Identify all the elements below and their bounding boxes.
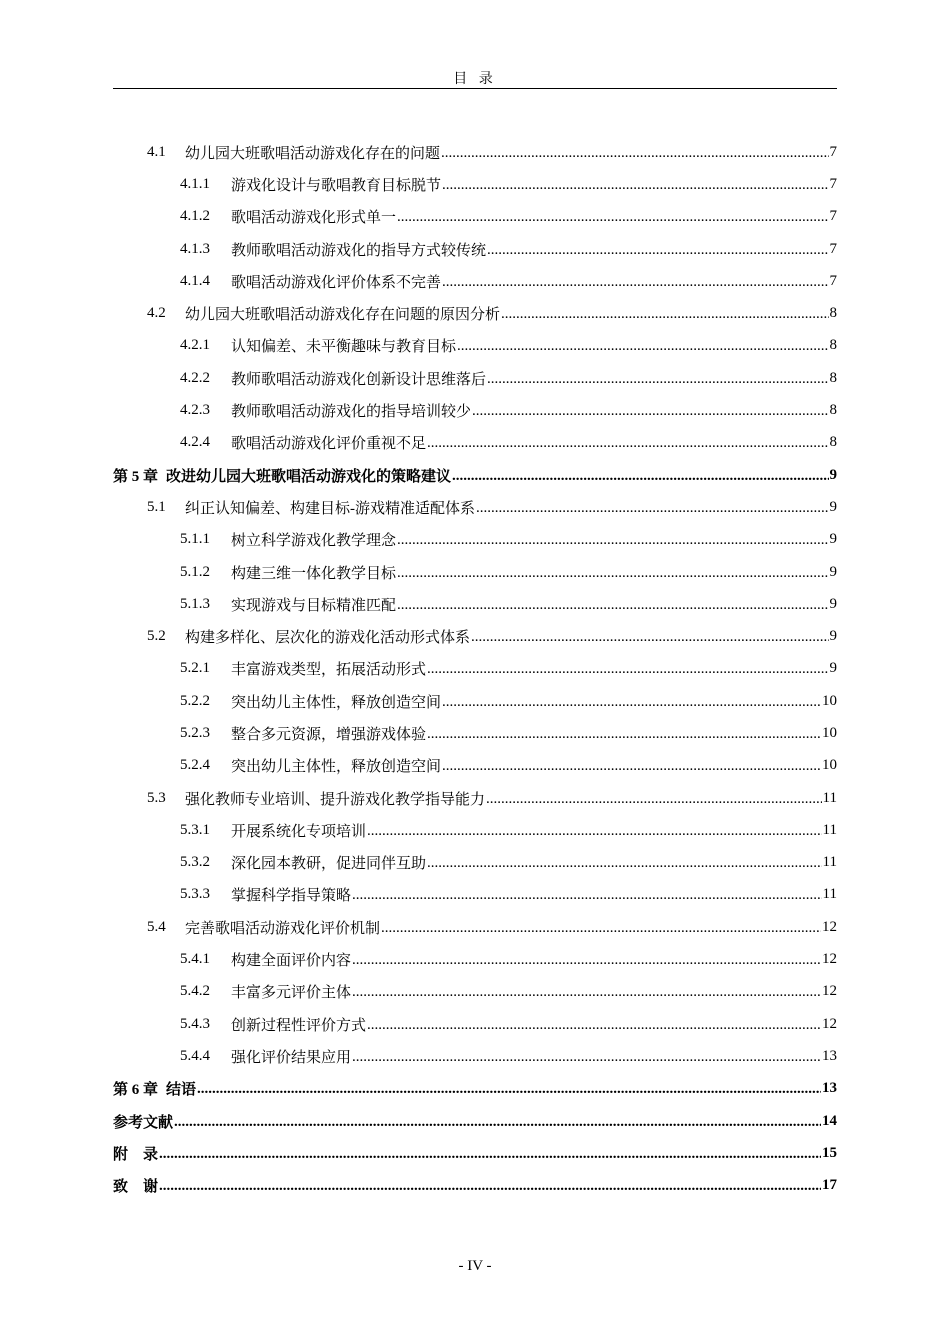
toc-entry[interactable] [113,1008,837,1040]
toc-entry-title: 幼儿园大班歌唱活动游戏化存在问题的原因分析 [185,307,501,324]
toc-entry-number: 5.2.4 [180,757,210,774]
toc-entry-number: 5.3.2 [180,854,210,871]
toc-entry-title: 实现游戏与目标精准匹配 [231,597,397,614]
toc-entry-title: 幼儿园大班歌唱活动游戏化存在的问题 [185,145,441,162]
toc-dot-leader [486,791,822,806]
toc-entry-title: 游戏化设计与歌唱教育目标脱节 [231,177,442,194]
toc-entry-number: 5.2.3 [180,724,210,741]
toc-dot-leader [427,726,821,741]
page-header-title: 目 录 [453,72,497,87]
toc-entry-title: 纠正认知偏差、构建目标-游戏精准适配体系 [185,500,475,517]
toc-entry[interactable] [113,524,837,556]
toc-dot-leader [501,306,828,321]
toc-entry-number: 4.2.1 [180,337,210,354]
toc-entry-number: 5.2.2 [180,692,210,709]
toc-entry-page-number: 8 [829,434,837,451]
toc-entry-title: 教师歌唱活动游戏化的指导方式较传统 [231,242,487,259]
toc-entry-page-number: 7 [829,240,837,257]
toc-dot-leader [174,1114,821,1129]
table-of-contents [113,136,837,1202]
toc-entry-title: 开展系统化专项培训 [231,823,367,840]
toc-entry[interactable] [113,265,837,297]
toc-entry-page-number: 12 [822,1015,837,1032]
toc-entry[interactable] [113,588,837,620]
toc-entry-title: 教师歌唱活动游戏化的指导培训较少 [231,404,472,421]
toc-dot-leader [476,500,829,515]
toc-entry-number: 4.1.1 [180,175,210,192]
toc-entry-number: 第 5 章 [113,468,159,485]
toc-entry-page-number: 11 [822,821,837,838]
toc-dot-leader [487,371,828,386]
toc-dot-leader [427,661,828,676]
toc-entry-number: 5.1.3 [180,595,210,612]
toc-entry-title: 认知偏差、未平衡趣味与教育目标 [231,339,457,356]
toc-dot-leader [442,274,828,289]
toc-entry-page-number: 13 [822,1047,837,1064]
toc-dot-leader [397,209,828,224]
toc-dot-leader [367,1017,821,1032]
toc-dot-leader [441,145,828,160]
toc-entry-page-number: 15 [822,1144,837,1161]
toc-entry-number: 5.2 [147,628,166,645]
toc-entry[interactable] [113,491,837,523]
toc-entry-page-number: 7 [829,143,837,160]
toc-entry-title: 丰富游戏类型，拓展活动形式 [231,662,427,679]
toc-entry[interactable] [113,330,837,362]
toc-dot-leader [457,338,828,353]
toc-dot-leader [159,1146,821,1161]
toc-entry-number: 第 6 章 [113,1082,159,1099]
toc-dot-leader [427,435,828,450]
toc-entry[interactable] [113,233,837,265]
toc-entry-page-number: 9 [829,595,837,612]
toc-entry-title: 歌唱活动游戏化评价体系不完善 [231,274,442,291]
toc-entry-number: 4.2.3 [180,402,210,419]
toc-entry-number: 5.1.1 [180,531,210,548]
toc-entry[interactable] [113,394,837,426]
toc-entry[interactable] [113,201,837,233]
toc-entry[interactable] [113,814,837,846]
toc-entry-page-number: 10 [822,724,837,741]
toc-entry-page-number: 12 [822,983,837,1000]
toc-entry-number: 5.1.2 [180,563,210,580]
toc-entry-title: 教师歌唱活动游戏化创新设计思维落后 [231,371,487,388]
toc-entry-page-number: 12 [822,918,837,935]
toc-dot-leader [367,823,822,838]
header-divider [113,88,837,89]
toc-dot-leader [427,855,822,870]
toc-entry-title: 强化教师专业培训、提升游戏化教学指导能力 [185,791,486,808]
toc-entry-number: 5.4.3 [180,1015,210,1032]
toc-entry-title: 改进幼儿园大班歌唱活动游戏化的策略建议 [166,468,452,485]
toc-dot-leader [352,984,821,999]
toc-entry-title: 歌唱活动游戏化评价重视不足 [231,436,427,453]
toc-entry-title: 整合多元资源，增强游戏体验 [231,726,427,743]
toc-entry[interactable] [113,847,837,879]
toc-entry-page-number: 11 [822,886,837,903]
toc-entry-title: 构建三维一体化教学目标 [231,565,397,582]
toc-entry-number: 5.4.1 [180,951,210,968]
toc-entry[interactable] [113,653,837,685]
toc-entry[interactable] [113,685,837,717]
toc-entry[interactable] [113,136,837,168]
toc-entry-page-number: 8 [829,369,837,386]
toc-entry-page-number: 11 [822,854,837,871]
toc-entry-number: 5.3.1 [180,821,210,838]
page-footer-number: - IV - [458,1258,492,1274]
toc-entry-page-number: 12 [822,951,837,968]
toc-entry-title: 强化评价结果应用 [231,1049,352,1066]
toc-entry-number: 4.2.4 [180,434,210,451]
toc-entry-page-number: 7 [829,272,837,289]
toc-entry[interactable] [113,976,837,1008]
toc-entry-title: 完善歌唱活动游戏化评价机制 [185,920,381,937]
toc-entry[interactable] [113,1137,837,1169]
toc-entry[interactable] [113,782,837,814]
toc-dot-leader [487,242,828,257]
toc-entry-number: 4.1.3 [180,240,210,257]
toc-dot-leader [452,468,828,483]
toc-entry-page-number: 10 [822,692,837,709]
toc-entry-page-number: 7 [829,208,837,225]
toc-dot-leader [352,1049,821,1064]
toc-dot-leader [471,629,828,644]
toc-entry-page-number: 9 [829,563,837,580]
toc-entry-page-number: 17 [822,1177,837,1194]
toc-entry-number: 5.4.4 [180,1047,210,1064]
toc-entry[interactable] [113,911,837,943]
toc-entry-title: 构建全面评价内容 [231,953,352,970]
toc-entry[interactable] [113,297,837,329]
toc-entry[interactable] [113,362,837,394]
toc-entry-number: 4.2 [147,305,166,322]
toc-entry[interactable] [113,717,837,749]
toc-entry-page-number: 7 [829,175,837,192]
toc-entry-page-number: 9 [829,466,837,483]
toc-entry[interactable] [113,750,837,782]
toc-entry[interactable] [113,943,837,975]
toc-dot-leader [442,177,828,192]
toc-entry-number: 5.4.2 [180,983,210,1000]
toc-entry-number: 5.3 [147,789,166,806]
toc-dot-leader [352,887,822,902]
toc-entry[interactable] [113,1073,837,1105]
toc-entry-page-number: 8 [829,305,837,322]
toc-entry[interactable] [113,1105,837,1137]
toc-entry[interactable] [113,168,837,200]
toc-entry-page-number: 11 [822,789,837,806]
toc-entry-title: 参考文献 [113,1114,174,1131]
toc-entry-title: 树立科学游戏化教学理念 [231,533,397,550]
toc-entry[interactable] [113,620,837,652]
toc-entry[interactable] [113,556,837,588]
toc-entry-page-number: 9 [829,628,837,645]
toc-entry-title: 构建多样化、层次化的游戏化活动形式体系 [185,630,471,647]
toc-entry-number: 4.1.4 [180,272,210,289]
toc-entry-number: 4.1.2 [180,208,210,225]
toc-entry-page-number: 10 [822,757,837,774]
toc-entry-title: 掌握科学指导策略 [231,888,352,905]
toc-entry[interactable] [113,1170,837,1202]
toc-entry-number: 4.1 [147,143,166,160]
toc-entry-page-number: 9 [829,531,837,548]
toc-entry-title: 歌唱活动游戏化形式单一 [231,210,397,227]
toc-dot-leader [442,694,821,709]
toc-entry-title: 突出幼儿主体性，释放创造空间 [231,759,442,776]
toc-dot-leader [159,1178,821,1193]
toc-entry-title: 突出幼儿主体性，释放创造空间 [231,694,442,711]
toc-entry-number: 5.1 [147,498,166,515]
toc-entry-page-number: 13 [822,1080,837,1097]
toc-entry-number: 5.3.3 [180,886,210,903]
toc-dot-leader [472,403,828,418]
toc-entry[interactable] [113,1040,837,1072]
toc-entry-title: 创新过程性评价方式 [231,1017,367,1034]
toc-entry-title: 深化园本教研，促进同伴互助 [231,856,427,873]
toc-dot-leader [397,532,828,547]
toc-entry-page-number: 14 [822,1112,837,1129]
toc-dot-leader [381,920,821,935]
toc-entry[interactable] [113,427,837,459]
toc-dot-leader [352,952,821,967]
toc-entry-page-number: 8 [829,337,837,354]
toc-entry-title: 附 录 [113,1146,159,1163]
toc-entry[interactable] [113,879,837,911]
toc-entry-page-number: 9 [829,498,837,515]
toc-entry-page-number: 9 [829,660,837,677]
toc-dot-leader [397,565,828,580]
toc-entry-number: 5.2.1 [180,660,210,677]
toc-dot-leader [442,758,821,773]
toc-entry[interactable] [113,459,837,491]
toc-entry-number: 4.2.2 [180,369,210,386]
toc-entry-title: 结语 [166,1082,197,1099]
toc-entry-page-number: 8 [829,402,837,419]
toc-entry-title: 丰富多元评价主体 [231,985,352,1002]
toc-entry-number: 5.4 [147,918,166,935]
toc-dot-leader [197,1081,821,1096]
toc-entry-title: 致 谢 [113,1179,159,1196]
toc-dot-leader [397,597,828,612]
